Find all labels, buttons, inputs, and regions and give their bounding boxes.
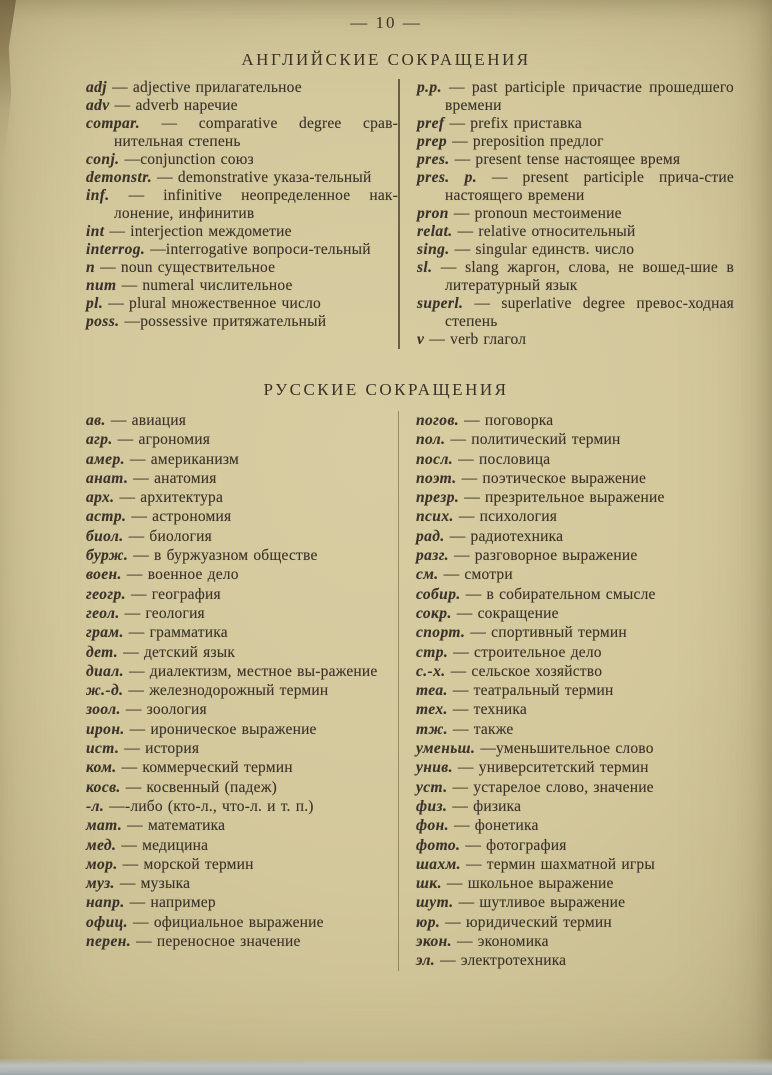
abbreviation-term: косв.: [86, 778, 121, 796]
abbreviation-entry: [416, 604, 734, 623]
abbreviation-entry: [86, 546, 398, 565]
abbreviation-definition: — pronoun местоимение: [448, 205, 622, 222]
abbreviation-entry: [416, 720, 734, 739]
abbreviation-term: напр.: [86, 894, 125, 912]
abbreviation-entry: [86, 241, 398, 259]
abbreviation-definition: — slang жаргон, слова, не вошед-шие в литературный язык: [432, 259, 734, 294]
abbreviation-entry: [86, 623, 398, 642]
abbreviation-term: экон.: [416, 933, 452, 951]
abbreviation-term: см.: [416, 566, 439, 584]
section-heading-russian: РУССКИЕ СОКРАЩЕНИЯ: [263, 380, 509, 399]
abbreviation-definition: — география: [125, 585, 221, 603]
abbreviation-definition: — interjection междометие: [104, 223, 292, 240]
abbreviation-definition: — зоология: [120, 701, 207, 719]
abbreviation-entry: [86, 411, 398, 430]
abbreviation-entry: [416, 623, 734, 642]
abbreviation-definition: — музыка: [114, 875, 191, 893]
abbreviation-definition: — verb глагол: [424, 331, 527, 348]
abbreviation-term: презр.: [416, 489, 460, 507]
abbreviation-term: уменьш.: [416, 740, 476, 758]
english-column-left: [86, 79, 398, 349]
abbreviation-entry: [86, 313, 398, 331]
abbreviation-entry: [416, 411, 734, 430]
abbreviation-entry: [416, 430, 734, 449]
abbreviation-definition: — также: [447, 720, 514, 738]
abbreviation-entry: [417, 205, 734, 223]
abbreviation-definition: — косвенный (падеж): [120, 778, 277, 796]
abbreviation-entry: [86, 604, 398, 623]
abbreviation-entry: [417, 259, 734, 295]
abbreviation-definition: — военное дело: [121, 566, 239, 584]
abbreviation-definition: — архитектура: [114, 489, 224, 507]
abbreviation-definition: — сельское хозяйство: [445, 662, 603, 680]
section-english-abbreviations: [0, 50, 772, 349]
abbreviation-entry: [416, 450, 734, 469]
abbreviation-term: demonstr.: [86, 169, 153, 186]
abbreviation-entry: [86, 700, 398, 719]
abbreviation-entry: [86, 223, 398, 241]
abbreviation-term: арх.: [86, 489, 115, 507]
abbreviation-term: биол.: [86, 527, 124, 545]
abbreviation-definition: — superlative degree превос-ходная степень: [445, 295, 734, 330]
abbreviation-entry: [86, 739, 398, 758]
abbreviation-entry: [86, 295, 398, 313]
abbreviation-term: бурж.: [86, 547, 129, 565]
abbreviation-entry: [86, 816, 398, 835]
abbreviation-definition: — агрономия: [112, 431, 211, 449]
abbreviation-definition: — present participle прича-стие настоящего времени: [445, 169, 734, 204]
abbreviation-term: уст.: [416, 778, 448, 796]
abbreviation-entry: [416, 951, 734, 970]
abbreviation-term: агр.: [86, 431, 113, 449]
abbreviation-term: ав.: [86, 412, 106, 429]
abbreviation-entry: [86, 151, 398, 169]
abbreviation-term: геол.: [86, 604, 120, 622]
abbreviation-term: воен.: [86, 566, 122, 584]
abbreviation-definition: — поговорка: [459, 412, 554, 429]
russian-column-left: [86, 411, 398, 971]
abbreviation-term: рад.: [416, 527, 445, 545]
abbreviation-term: sl.: [417, 259, 433, 276]
abbreviation-definition: — анатомия: [128, 469, 217, 487]
abbreviation-term: анат.: [86, 469, 129, 487]
abbreviation-definition: — презрительное выражение: [459, 489, 665, 507]
abbreviation-entry: [86, 855, 398, 874]
abbreviation-entry: [417, 133, 734, 151]
abbreviation-entry: [86, 874, 398, 893]
abbreviation-entry: [86, 932, 398, 951]
abbreviation-definition: — demonstrative указа-тельный: [152, 169, 372, 186]
abbreviation-definition: — numeral числительное: [116, 277, 293, 294]
abbreviation-term: разг.: [416, 547, 449, 565]
abbreviation-definition: — comparative degree срав-нительная степень: [114, 115, 398, 150]
abbreviation-entry: [86, 585, 398, 604]
abbreviation-term: pres.: [417, 151, 450, 168]
abbreviation-definition: — биология: [123, 527, 213, 545]
abbreviation-definition: — например: [124, 894, 216, 912]
abbreviation-term: теа.: [416, 682, 448, 700]
abbreviation-definition: — ироническое выражение: [124, 720, 317, 738]
abbreviation-term: pref: [417, 115, 445, 132]
scan-bottom-edge: [0, 1058, 772, 1075]
abbreviation-definition: — разговорное выражение: [448, 547, 638, 565]
abbreviation-definition: — в собирательном смысле: [460, 585, 656, 603]
abbreviation-definition: — relative относительный: [452, 223, 636, 240]
abbreviation-entry: [86, 507, 398, 526]
abbreviation-term: эл.: [416, 952, 436, 970]
abbreviation-term: геогр.: [86, 585, 126, 603]
abbreviation-entry: [416, 893, 734, 912]
abbreviation-definition: — геология: [119, 604, 205, 622]
abbreviation-term: inf.: [86, 187, 110, 204]
abbreviation-entry: [86, 469, 398, 488]
abbreviation-entry: [416, 700, 734, 719]
abbreviation-definition: — электротехника: [435, 952, 567, 970]
abbreviation-term: pres. p.: [417, 169, 478, 186]
abbreviation-term: посл.: [416, 450, 454, 468]
abbreviation-definition: — политический термин: [445, 431, 621, 449]
abbreviation-term: relat.: [417, 223, 453, 240]
abbreviation-term: pl.: [86, 295, 104, 312]
abbreviation-term: собир.: [416, 585, 461, 603]
abbreviation-definition: —уменьшительное слово: [475, 740, 654, 758]
abbreviation-term: тж.: [416, 720, 448, 738]
abbreviation-term: грам.: [86, 624, 124, 642]
abbreviation-term: p.p.: [417, 79, 442, 96]
abbreviation-entry: [416, 585, 734, 604]
abbreviation-definition: — смотри: [438, 566, 513, 584]
abbreviation-entry: [416, 643, 734, 662]
abbreviation-definition: — сокращение: [451, 604, 559, 622]
abbreviation-term: n: [86, 259, 96, 276]
abbreviation-term: ком.: [86, 759, 117, 777]
abbreviation-entry: [416, 932, 734, 951]
abbreviation-entry: [86, 643, 398, 662]
abbreviation-term: compar.: [86, 115, 141, 132]
abbreviation-entry: [416, 488, 734, 507]
abbreviation-entry: [86, 681, 398, 700]
abbreviation-entry: [86, 169, 398, 187]
abbreviation-term: офиц.: [86, 913, 128, 931]
abbreviation-term: унив.: [416, 759, 453, 777]
abbreviation-entry: [86, 79, 398, 97]
abbreviation-definition: — физика: [447, 797, 522, 815]
abbreviation-entry: [417, 169, 734, 205]
abbreviation-term: сокр.: [416, 604, 452, 622]
abbreviation-entry: [416, 469, 734, 488]
abbreviation-entry: [417, 151, 734, 169]
abbreviation-term: фон.: [416, 817, 449, 835]
abbreviation-term: астр.: [86, 508, 127, 526]
abbreviation-definition: — авиация: [105, 412, 187, 429]
abbreviation-entry: [416, 778, 734, 797]
abbreviation-term: зоол.: [86, 701, 121, 719]
abbreviation-definition: — математика: [122, 817, 226, 835]
abbreviation-term: conj.: [86, 151, 120, 168]
abbreviation-entry: [86, 778, 398, 797]
abbreviation-entry: [416, 855, 734, 874]
abbreviation-entry: [86, 430, 398, 449]
abbreviation-definition: — радиотехника: [444, 527, 564, 545]
abbreviation-definition: — строительное дело: [448, 643, 602, 661]
abbreviation-term: adv: [86, 97, 110, 114]
section-heading-english: АНГЛИЙСКИЕ СОКРАЩЕНИЯ: [241, 50, 531, 69]
abbreviation-entry: [416, 546, 734, 565]
russian-columns: [0, 411, 772, 971]
abbreviation-entry: [86, 797, 398, 816]
abbreviation-definition: — экономика: [451, 933, 549, 951]
abbreviation-definition: — термин шахматной игры: [460, 855, 655, 873]
abbreviation-term: спорт.: [416, 624, 466, 642]
abbreviation-entry: [416, 681, 734, 700]
abbreviation-definition: — past participle причастие прошедшего времени: [441, 79, 734, 114]
abbreviation-term: шут.: [416, 894, 454, 912]
abbreviation-entry: [86, 893, 398, 912]
abbreviation-definition: — plural множественное число: [103, 295, 321, 312]
abbreviation-entry: [416, 913, 734, 932]
abbreviation-entry: [86, 115, 398, 151]
abbreviation-definition: — коммерческий термин: [116, 759, 293, 777]
abbreviation-definition: — поэтическое выражение: [456, 469, 647, 487]
abbreviation-definition: — noun существительное: [95, 259, 276, 276]
abbreviation-term: физ.: [416, 797, 448, 815]
section-russian-abbreviations: [0, 380, 772, 971]
abbreviation-entry: [86, 758, 398, 777]
abbreviation-term: adj: [86, 79, 108, 96]
abbreviation-entry: [86, 565, 398, 584]
abbreviation-definition: —interrogative вопроси-тельный: [145, 241, 371, 258]
abbreviation-definition: — железнодорожный термин: [123, 682, 329, 700]
abbreviation-term: superl.: [417, 295, 464, 312]
abbreviation-definition: — adverb наречие: [109, 97, 238, 114]
abbreviation-entry: [416, 739, 734, 758]
abbreviation-definition: — adjective прилагательное: [107, 79, 302, 96]
abbreviation-entry: [416, 816, 734, 835]
abbreviation-term: v: [417, 331, 425, 348]
abbreviation-term: с.-х.: [416, 662, 446, 680]
abbreviation-entry: [416, 874, 734, 893]
abbreviation-term: поэт.: [416, 469, 457, 487]
abbreviation-term: мор.: [86, 855, 118, 873]
abbreviation-term: перен.: [86, 933, 132, 951]
abbreviation-term: ирон.: [86, 720, 125, 738]
abbreviation-entry: [417, 241, 734, 259]
abbreviation-entry: [416, 565, 734, 584]
abbreviation-entry: [86, 720, 398, 739]
abbreviation-definition: —possessive притяжательный: [119, 313, 327, 330]
abbreviation-definition: — переносное значение: [131, 933, 301, 951]
abbreviation-term: num: [86, 277, 117, 294]
abbreviation-entry: [417, 115, 734, 133]
abbreviation-entry: [86, 836, 398, 855]
abbreviation-term: дет.: [86, 643, 119, 661]
abbreviation-term: пол.: [416, 431, 446, 449]
abbreviation-entry: [86, 450, 398, 469]
abbreviation-entry: [416, 797, 734, 816]
abbreviation-entry: [86, 527, 398, 546]
abbreviation-definition: — prefix приставка: [444, 115, 582, 132]
abbreviation-definition: — шутливое выражение: [453, 894, 626, 912]
abbreviation-entry: [417, 223, 734, 241]
abbreviation-entry: [416, 836, 734, 855]
abbreviation-term: ист.: [86, 740, 120, 758]
abbreviation-definition: — морской термин: [117, 855, 254, 873]
abbreviation-definition: —conjunction союз: [119, 151, 254, 168]
abbreviation-definition: — устарелое слово, значение: [447, 778, 654, 796]
page-number: — 10 —: [350, 13, 422, 32]
abbreviation-definition: — детский язык: [118, 643, 236, 661]
abbreviation-definition: — preposition предлог: [447, 133, 604, 150]
abbreviation-term: мед.: [86, 836, 117, 854]
abbreviation-entry: [86, 259, 398, 277]
abbreviation-term: погов.: [416, 412, 460, 429]
abbreviation-term: interrog.: [86, 241, 146, 258]
abbreviation-definition: — медицина: [116, 836, 209, 854]
abbreviation-definition: — психология: [453, 508, 558, 526]
abbreviation-entry: [86, 488, 398, 507]
abbreviation-definition: — спортивный термин: [465, 624, 627, 642]
abbreviation-term: sing.: [417, 241, 450, 258]
abbreviation-entry: [416, 662, 734, 681]
abbreviation-definition: — университетский термин: [452, 759, 649, 777]
russian-column-right: [398, 411, 734, 971]
abbreviation-definition: — театральный термин: [447, 682, 614, 700]
abbreviation-entry: [86, 277, 398, 295]
abbreviation-term: int: [86, 223, 105, 240]
abbreviation-entry: [416, 527, 734, 546]
abbreviation-term: -л.: [86, 797, 105, 815]
abbreviation-entry: [86, 97, 398, 115]
abbreviation-definition: — астрономия: [126, 508, 232, 526]
abbreviation-entry: [86, 913, 398, 932]
abbreviation-term: шк.: [416, 875, 442, 893]
abbreviation-term: амер.: [86, 450, 125, 468]
abbreviation-term: муз.: [86, 875, 115, 893]
abbreviation-entry: [416, 507, 734, 526]
abbreviation-term: стр.: [416, 643, 449, 661]
abbreviation-definition: — в буржуазном обществе: [128, 547, 318, 565]
abbreviation-definition: — present tense настоящее время: [449, 151, 681, 168]
abbreviation-entry: [86, 187, 398, 223]
abbreviation-entry: [417, 331, 734, 349]
abbreviation-definition: — история: [119, 740, 200, 758]
abbreviation-definition: — infinitive неопределенное нак-лонение, инфинитив: [109, 187, 398, 222]
abbreviation-definition: — американизм: [124, 450, 240, 468]
abbreviation-definition: — singular единств. число: [449, 241, 635, 258]
abbreviation-definition: — официальное выражение: [127, 913, 324, 931]
abbreviation-term: ж.-д.: [86, 682, 124, 700]
english-column-right: [398, 79, 734, 349]
abbreviation-term: фото.: [416, 836, 461, 854]
abbreviation-definition: — пословица: [453, 450, 551, 468]
abbreviation-entry: [417, 79, 734, 115]
abbreviation-term: шахм.: [416, 855, 461, 873]
abbreviation-entry: [417, 295, 734, 331]
abbreviation-term: юр.: [416, 913, 441, 931]
abbreviation-term: poss.: [86, 313, 120, 330]
abbreviation-definition: — школьное выражение: [441, 875, 614, 893]
abbreviation-definition: — юридический термин: [440, 913, 612, 931]
abbreviation-entry: [86, 662, 398, 681]
abbreviation-definition: — техника: [447, 701, 527, 719]
abbreviation-definition: — грамматика: [123, 624, 228, 642]
abbreviation-term: pron: [417, 205, 449, 222]
abbreviation-definition: — фотография: [460, 836, 567, 854]
english-columns: [0, 79, 772, 349]
abbreviation-term: мат.: [86, 817, 123, 835]
abbreviation-entry: [416, 758, 734, 777]
abbreviation-definition: — фонетика: [448, 817, 539, 835]
abbreviation-term: диал.: [86, 662, 124, 680]
abbreviation-term: псих.: [416, 508, 454, 526]
abbreviation-definition: — диалектизм, местное вы-ражение: [123, 662, 378, 680]
abbreviation-term: prep: [417, 133, 448, 150]
abbreviation-definition: —-либо (кто-л., что-л. и т. п.): [104, 797, 314, 815]
abbreviation-term: тех.: [416, 701, 448, 719]
